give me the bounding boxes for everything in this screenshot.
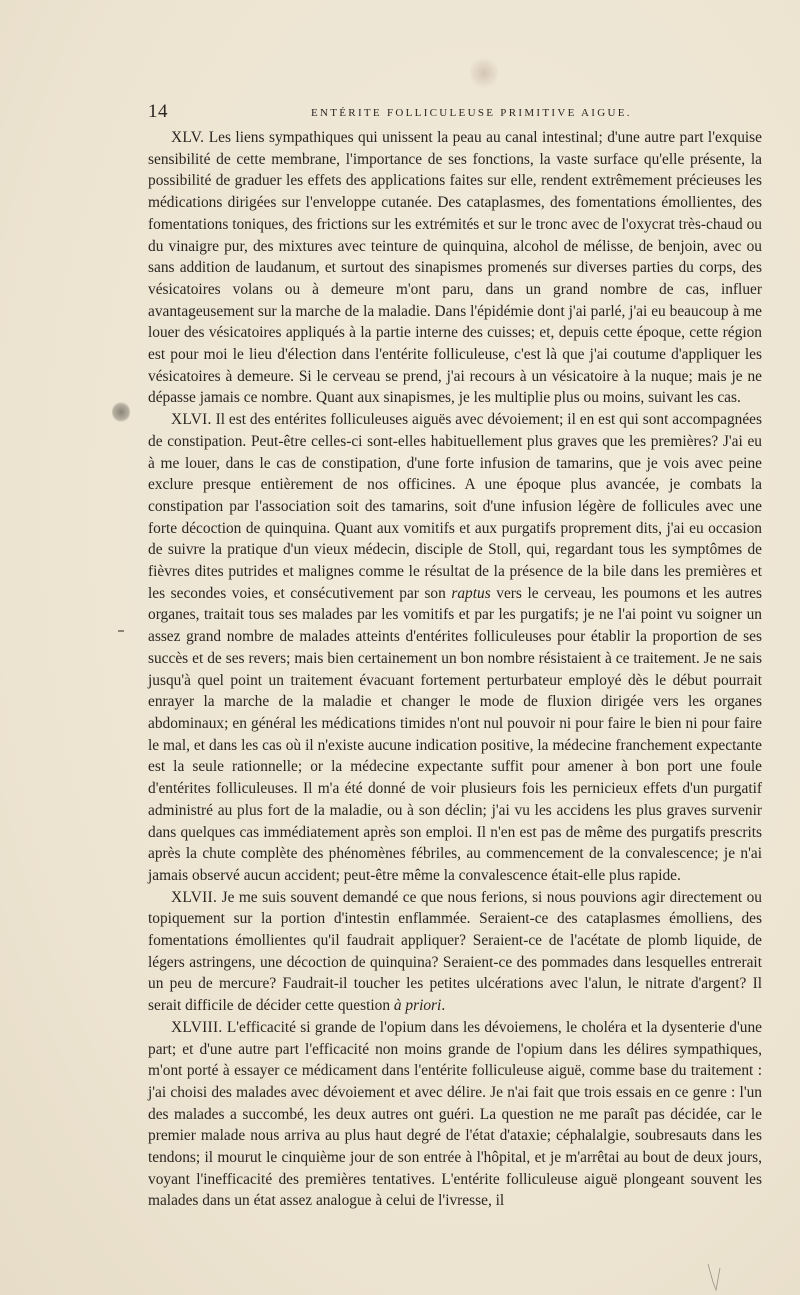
section-text: L'efficacité si grande de l'opium dans les dévoiemens, le choléra et la dysenterie d'une part; et d'une autre part l'efficacité non moins grande de l'opium dans les délires sympathiques, m'ont porté à essayer ce médicament dans l'entérite folliculeuse aiguë, comme base du traitement : j'ai choisi des malades avec dévoiement et avec délire. Je n'ai fait que trois essais en ce genre : l'un des malades a succombé, les deux autres ont guéri. La question ne me paraît pas décidée, car le premier malade nous arriva au plus haut degré de l'état d'ataxie; céphalalgie, soubresauts dans les tendons; il mourut le cinquième jour de son entrée à l'hôpital, et je m'arrêtai au bout de deux jours, voyant l'inefficacité des premières tentatives. L'entérite folliculeuse aiguë plongeant souvent les malades dans un état assez analogue à celui de l'ivresse, il [148, 1018, 762, 1210]
page-number: 14 [148, 101, 168, 122]
section-xlv [148, 127, 762, 409]
pencil-mark-icon [706, 1262, 722, 1292]
section-number: XLVII. [171, 888, 218, 906]
italic-term: raptus [451, 584, 491, 602]
section-text-continued: . [441, 997, 446, 1015]
section-number: XLV. [171, 129, 205, 146]
margin-mark [118, 630, 124, 632]
section-number: XLVI. [171, 411, 212, 429]
section-text-continued: vers le cerveau, les poumons et les autres organes, traitait tous ses malades par les vomitifs et par les purgatifs; je ne l'ai point vu soigner un assez grand nombre de malades atteints d'entérites folliculeuses pour établir la proportion de ses succès et de ses revers; mais bien certainement un bon nombre résistaient à ce traitement. Je ne sais jusqu'à quel point un traitement évacuant fortement perturbateur employé dès le début pourrait enrayer la marche de la maladie et changer le mode de fluxion dirigée vers les organes abdominaux; en général les médications timides n'ont nul pouvoir ni pour faire le bien ni pour faire le mal, et dans les cas où il n'existe aucune indication positive, la médecine franchement expectante est la seule rationnelle; or la médecine expectante suffit pour amener à bon port une foule d'entérites folliculeuses. Il m'a été donné de voir plusieurs fois les pernicieux effets d'un purgatif administré au plus fort de la maladie, ou à son déclin; j'ai vu les accidens les plus graves survenir dans quelques cas immédiatement après son emploi. Il n'en est pas de même des purgatifs prescrits après la chute complète des phénomènes fébriles, au commencement de la convalescence; je n'ai jamais observé aucun accident; peut-être même la convalescence était-elle plus rapide. [148, 584, 763, 884]
section-text: Les liens sympathiques qui unissent la peau au canal intestinal; d'une autre part l'exquise sensibilité de cette membrane, l'importance de ses fonctions, la vaste surface qu'elle présente, la possibilité de graduer les effets des applications faites sur elle, rendent extrêmement précieuses les médications dirigées sur l'enveloppe cutanée. Des cataplasmes, des fomentations émollientes, des fomentations toniques, des frictions sur les extrémités et sur le tronc avec de l'oxycrat très-chaud ou du vinaigre pur, des mixtures avec teinture de quinquina, alcohol de mélisse, de benjoin, avec ou sans addition de laudanum, et surtout des sinapismes promenés sur diverses parties du corps, des vésicatoires volans ou à demeure m'ont paru, dans un grand nombre de cas, influer avantageusement sur la marche de la maladie. Dans l'épidémie dont j'ai parlé, j'ai eu beaucoup à me louer des vésicatoires appliqués à la partie interne des cuisses; et, depuis cette époque, cette région est pour moi le lieu d'élection dans l'entérite folliculeuse, c'est là que j'ai coutume d'appliquer les vésicatoires à demeure. Si le cerveau se prend, j'ai recours à un vésicatoire à la nuque; mais je ne dépasse jamais ce nombre. Quant aux sinapismes, je les multiplie plus ou moins, suivant les cas. [148, 129, 762, 407]
page-header [148, 101, 762, 125]
section-xlvi [148, 409, 762, 886]
section-xlvii [148, 887, 762, 1017]
running-head: ENTÉRITE FOLLICULEUSE PRIMITIVE AIGUE. [311, 107, 632, 119]
section-number: XLVIII. [171, 1018, 223, 1036]
body-text [148, 127, 762, 1212]
ink-smudge [112, 401, 130, 423]
section-xlviii [148, 1017, 762, 1212]
paper-stain [470, 55, 498, 91]
section-text: Je me suis souvent demandé ce que nous ferions, si nous pouvions agir directement ou topiquement sur la portion d'intestin enflammée. Seraient-ce des cataplasmes émolliens, des fomentations émollientes qu'il faudrait appliquer? Seraient-ce de l'acétate de plomb liquide, de légers astringens, une décoction de quinquina? Seraient-ce des pommades dans lesquelles entrerait un peu de mercure? Faudrait-il toucher les petites ulcérations avec l'alun, le nitrate d'argent? Il serait difficile de décider cette question [148, 888, 762, 1015]
italic-term: à priori [393, 997, 442, 1015]
section-text: Il est des entérites folliculeuses aiguës avec dévoiement; il en est qui sont accompagnées de constipation. Peut-être celles-ci sont-elles habituellement plus graves que les premières? J'ai eu à me louer, dans le cas de constipation, d'une forte infusion de tamarins, que je vois avec peine exclure presque entièrement de nos officines. A une époque plus avancée, je combats la constipation par l'association soit des tamarins, soit d'une infusion légère de follicules avec une forte décoction de quinquina. Quant aux vomitifs et aux purgatifs proprement dits, j'ai eu occasion de suivre la pratique d'un vieux médecin, disciple de Stoll, qui, regardant tous les symptômes de fièvres dites putrides et malignes comme le résultat de la présence de la bile dans les premières et les secondes voies, et consécutivement par son [148, 411, 762, 602]
